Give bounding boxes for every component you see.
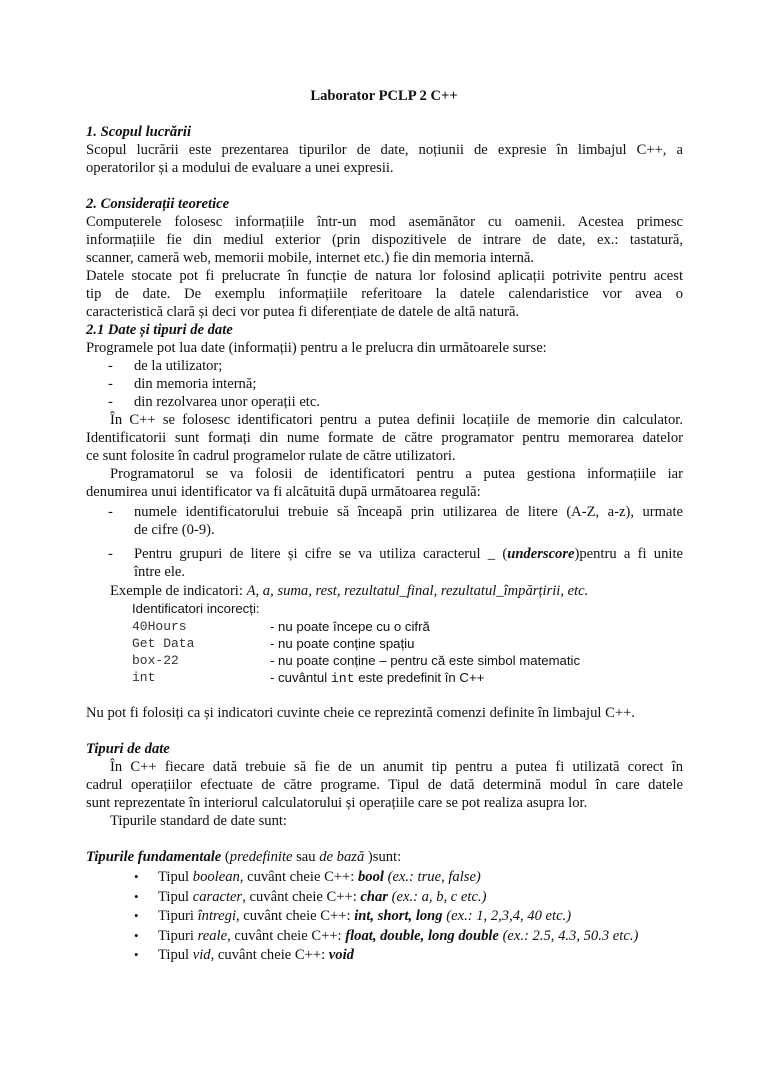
section-2-heading: 2. Considerații teoretice <box>86 196 230 212</box>
table-row: Get Data - nu poate conține spațiu <box>132 636 415 651</box>
types-heading: Tipuri de date <box>86 741 170 757</box>
list-item: • Tipuri întregi, cuvânt cheie C++: int, short, long (ex.: 1, 2,3,4, 40 etc.) <box>134 908 572 924</box>
list-item: • Tipul vid, cuvânt cheie C++: void <box>134 947 354 963</box>
paragraph-line: În C++ se folosesc identificatori pentru a putea definii locațiile de memorie din calculator. <box>110 412 683 428</box>
list-item: • Tipul boolean, cuvânt cheie C++: bool (ex.: true, false) <box>134 869 481 885</box>
list-item: - din memoria internă; <box>108 376 257 392</box>
document-title: Laborator PCLP 2 C++ <box>310 88 458 104</box>
paragraph-line: Scopul lucrării este prezentarea tipurilor de date, noțiunii de expresie în limbajul C++, a <box>86 142 683 158</box>
paragraph-line: cadrul operațiilor efectuate de către programe. Tipul de dată determină modul în care datele <box>86 777 683 793</box>
incorrect-identifiers-heading: Identificatori incorecți: <box>132 601 260 616</box>
bullet-icon: • <box>134 869 139 884</box>
table-row: int - cuvântul int este predefinit în C++ <box>132 670 485 686</box>
examples-line <box>110 582 707 600</box>
rules-list <box>86 503 683 539</box>
paragraph-line: caracteristică clară și deci vor putea fi diferențiate de datele de altă natură. <box>86 304 520 320</box>
fundamental-types-heading: Tipurile fundamentale (predefinite sau de bază )sunt: <box>86 849 402 865</box>
paragraph-line: sunt reprezentate în interiorul calculatorului și operațiile care se pot realiza asupra lor. <box>86 795 588 811</box>
keywords-note: Nu pot fi folosiți ca și indicatori cuvinte cheie ce reprezintă comenzi definite în limbajul C++. <box>86 705 635 721</box>
paragraph-line: Programatorul se va folosii de identificatori pentru a putea gestiona informațiile iar <box>110 466 683 482</box>
paragraph-line: Computerele folosesc informațiile într-un mod asemănător cu oamenii. Acestea primesc <box>86 214 683 230</box>
section-2-1 <box>86 321 683 357</box>
paragraph-line: operatorilor și a modului de evaluare a unei expresii. <box>86 160 394 176</box>
incorrect-identifiers-box <box>132 600 652 686</box>
paragraph-line: Datele stocate pot fi prelucrate în funcție de natura lor folosind aplicații potrivite pentru acest <box>86 268 683 284</box>
section-2 <box>86 195 683 321</box>
section-1-heading: 1. Scopul lucrării <box>86 124 192 140</box>
types-section <box>86 740 683 830</box>
paragraph-line: Identificatorii sunt formați din nume formate de către programator pentru memorarea datelor <box>86 430 683 446</box>
section-2-1-heading: 2.1 Date și tipuri de date <box>86 322 233 338</box>
table-row: box-22 - nu poate conține – pentru că este simbol matematic <box>132 653 581 668</box>
paragraph-line: tip de date. De exemplu informațiile referitoare la datele calendaristice vor avea o <box>86 286 683 302</box>
rules-list-2 <box>86 545 683 581</box>
bullet-icon: • <box>134 888 139 904</box>
list-item: - din rezolvarea unor operații etc. <box>108 394 320 410</box>
paragraph-line: Tipurile standard de date sunt: <box>110 813 287 829</box>
bullet-icon: • <box>134 947 139 962</box>
sources-list <box>86 357 683 411</box>
fundamental-types-list <box>134 868 694 966</box>
list-item: - Pentru grupuri de litere și cifre se va utiliza caracterul _ (underscore)pentru a fi unite <box>108 546 683 562</box>
examples-label: Exemple de indicatori: <box>110 583 247 599</box>
paragraph-line: informațiile fie din mediul exterior (prin dispozitivele de intrare de date, ex.: tastatură, <box>86 232 683 248</box>
list-item-continuation: între ele. <box>134 564 186 580</box>
identifiers-paragraph <box>86 411 683 501</box>
list-item: • Tipuri reale, cuvânt cheie C++: float, double, long double (ex.: 2.5, 4.3, 50.3 etc.) <box>134 927 639 944</box>
section-1 <box>86 123 683 177</box>
list-item: - numele identificatorului trebuie să înceapă prin utilizarea de litere (A-Z, a-z), urmate <box>108 504 683 520</box>
paragraph-line: ce sunt folosite în cadrul programelor rulate de către utilizatori. <box>86 448 456 464</box>
paragraph-line: În C++ fiecare dată trebuie să fie de un anumit tip pentru a putea fi utilizată corect în <box>110 759 683 775</box>
list-item: - de la utilizator; <box>108 358 223 374</box>
table-row: 40Hours - nu poate începe cu o cifră <box>132 619 430 634</box>
list-item: • Tipul caracter, cuvânt cheie C++: char (ex.: a, b, c etc.) <box>134 888 487 905</box>
paragraph-line: scanner, cameră web, memorii mobile, internet etc.) fie din memoria internă. <box>86 250 534 266</box>
list-item-continuation: de cifre (0-9). <box>134 522 215 538</box>
examples-value: A, a, suma, rest, rezultatul_final, rezultatul_împărțirii, etc. <box>246 583 589 599</box>
bullet-icon: • <box>134 908 139 923</box>
paragraph-line: Programele pot lua date (informații) pentru a le prelucra din următoarele surse: <box>86 340 547 356</box>
bullet-icon: • <box>134 927 139 943</box>
paragraph-line: denumirea unui identificator va fi alcătuită după următoarea regulă: <box>86 484 481 500</box>
